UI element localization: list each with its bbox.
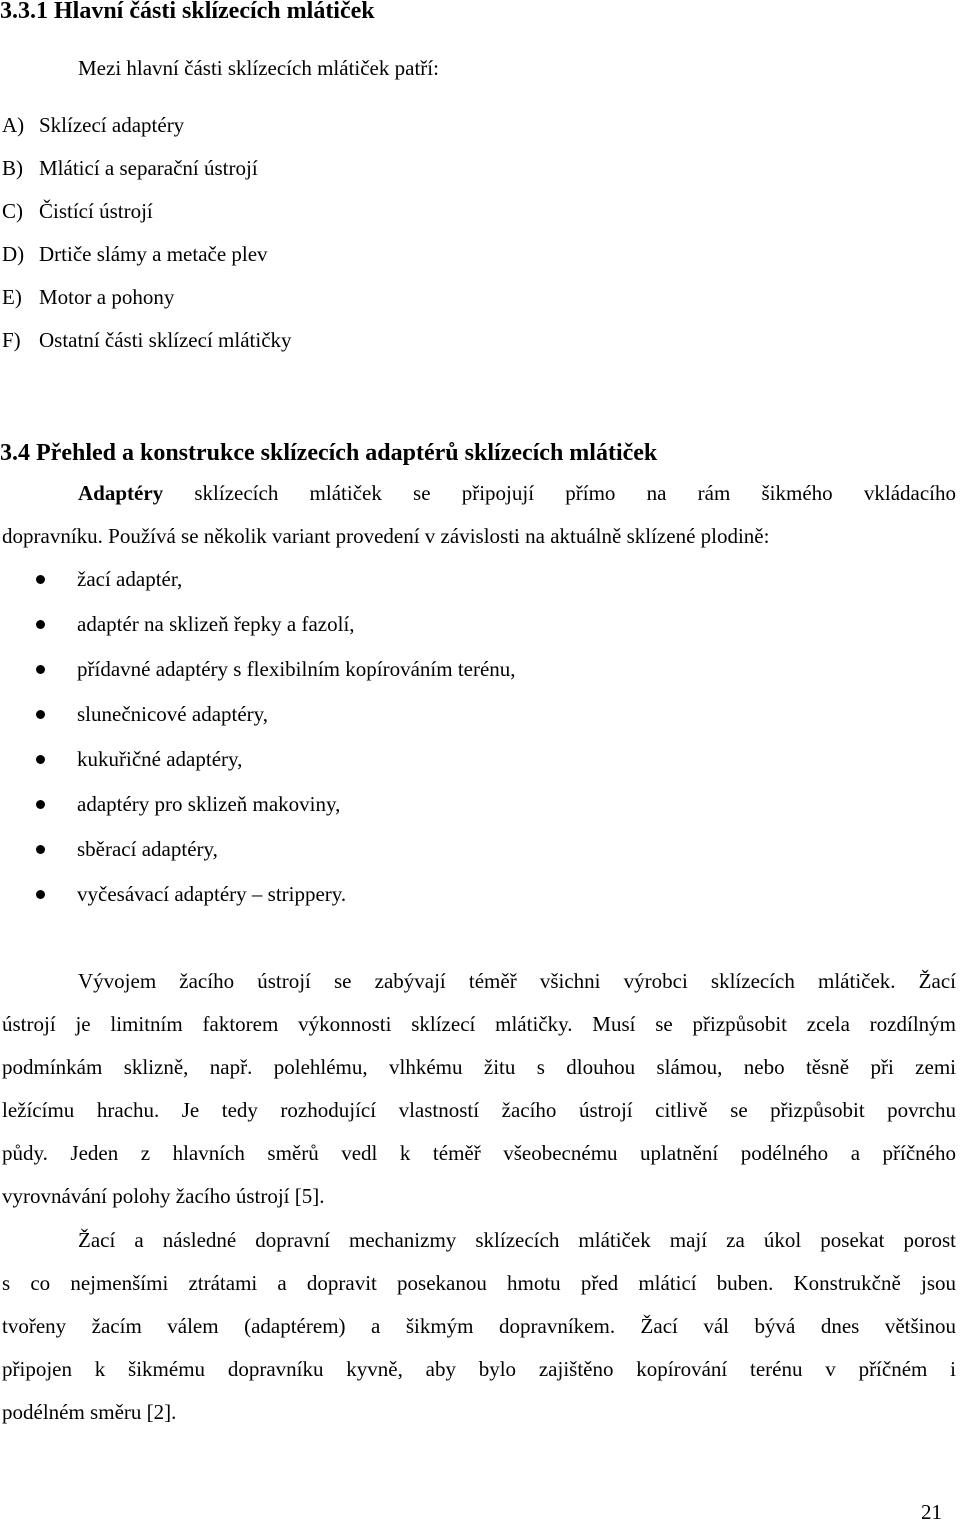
paragraph-line: dopravníku. Používá se několik variant provedení v závislosti na aktuálně sklízené plodině: bbox=[2, 524, 770, 548]
bullet-icon bbox=[36, 845, 45, 854]
bullet-icon bbox=[36, 800, 45, 809]
bullet-icon bbox=[36, 890, 45, 899]
intro-text: Mezi hlavní části sklízecích mlátiček patří: bbox=[78, 56, 439, 80]
bullet-item bbox=[0, 836, 516, 881]
paragraph-line: podmínkám sklizně, např. polehlému, vlhkému žitu s dlouhou slámou, nebo těsně při zemi bbox=[2, 1055, 956, 1079]
paragraph-line: s co nejmenšími ztrátami a dopravit posekanou hmotu před mláticí buben. Konstrukčně jsou bbox=[2, 1271, 956, 1295]
bullet-icon bbox=[36, 620, 45, 629]
list-item-text: Mláticí a separační ústrojí bbox=[39, 156, 258, 180]
list-item-text: Motor a pohony bbox=[39, 285, 175, 309]
list-item bbox=[2, 198, 292, 241]
bullet-text: sběrací adaptéry, bbox=[77, 837, 218, 861]
bullet-icon bbox=[36, 665, 45, 674]
paragraph-line: Vývojem žacího ústrojí se zabývají téměř všichni výrobci sklízecích mlátiček. Žací bbox=[78, 969, 956, 993]
paragraph-line: připojen k šikmému dopravníku kyvně, aby bylo zajištěno kopírování terénu v příčném i bbox=[2, 1357, 956, 1381]
list-item bbox=[2, 241, 292, 284]
list-marker: F) bbox=[2, 328, 21, 352]
list-marker: B) bbox=[2, 156, 23, 180]
bullet-item bbox=[0, 656, 516, 701]
paragraph-line: ležícímu hrachu. Je tedy rozhodující vlastností žacího ústrojí citlivě se přizpůsobit povrchu bbox=[2, 1098, 956, 1122]
bullet-icon bbox=[36, 755, 45, 764]
adapter-types-list bbox=[0, 566, 516, 926]
list-item-text: Sklízecí adaptéry bbox=[39, 113, 185, 137]
list-marker: E) bbox=[2, 285, 22, 309]
bullet-text: kukuřičné adaptéry, bbox=[77, 747, 243, 771]
bullet-icon bbox=[36, 710, 45, 719]
list-item-text: Čistící ústrojí bbox=[39, 199, 153, 223]
bullet-item bbox=[0, 566, 516, 611]
list-marker: A) bbox=[2, 113, 25, 137]
bullet-text: adaptér na sklizeň řepky a fazolí, bbox=[77, 612, 355, 636]
list-item-text: Ostatní části sklízecí mlátičky bbox=[39, 328, 292, 352]
section-heading-3-4: 3.4 Přehled a konstrukce sklízecích adaptérů sklízecích mlátiček bbox=[0, 440, 658, 466]
bullet-text: žací adaptér, bbox=[77, 567, 183, 591]
paragraph-line: vyrovnávání polohy žacího ústrojí [5]. bbox=[2, 1184, 325, 1208]
list-item bbox=[2, 327, 292, 370]
page-number: 21 bbox=[921, 1500, 942, 1524]
bullet-text: adaptéry pro sklizeň makoviny, bbox=[77, 792, 341, 816]
bullet-icon bbox=[36, 575, 45, 584]
list-item bbox=[2, 112, 292, 155]
list-item bbox=[2, 155, 292, 198]
paragraph-text: sklízecích mlátiček se připojují přímo na rám šikmého vkládacího bbox=[194, 481, 956, 505]
list-item bbox=[2, 284, 292, 327]
bullet-text: slunečnicové adaptéry, bbox=[77, 702, 269, 726]
paragraph-line bbox=[78, 480, 956, 507]
bullet-text: přídavné adaptéry s flexibilním kopírováním terénu, bbox=[77, 657, 516, 681]
list-item-text: Drtiče slámy a metače plev bbox=[39, 242, 268, 266]
paragraph-line: tvořeny žacím válem (adaptérem) a šikmým dopravníkem. Žací vál bývá dnes většinou bbox=[2, 1314, 956, 1338]
bullet-item bbox=[0, 746, 516, 791]
bullet-item bbox=[0, 611, 516, 656]
paragraph-line: půdy. Jeden z hlavních směrů vedl k téměř všeobecnému uplatnění podélného a příčného bbox=[2, 1141, 956, 1165]
bullet-item bbox=[0, 881, 516, 926]
bullet-item bbox=[0, 791, 516, 836]
paragraph-line: podélném směru [2]. bbox=[2, 1400, 177, 1424]
bullet-text: vyčesávací adaptéry – strippery. bbox=[77, 882, 347, 906]
list-marker: C) bbox=[2, 199, 23, 223]
main-parts-list bbox=[2, 112, 292, 370]
section-heading-3-3-1: 3.3.1 Hlavní části sklízecích mlátiček bbox=[0, 0, 375, 24]
list-marker: D) bbox=[2, 242, 25, 266]
paragraph-line: Žací a následné dopravní mechanizmy sklízecích mlátiček mají za úkol posekat porost bbox=[78, 1228, 956, 1252]
paragraph-line: ústrojí je limitním faktorem výkonnosti sklízecí mlátičky. Musí se přizpůsobit zcela rozdílným bbox=[2, 1012, 956, 1036]
bullet-item bbox=[0, 701, 516, 746]
bold-term: Adaptéry bbox=[78, 481, 164, 505]
